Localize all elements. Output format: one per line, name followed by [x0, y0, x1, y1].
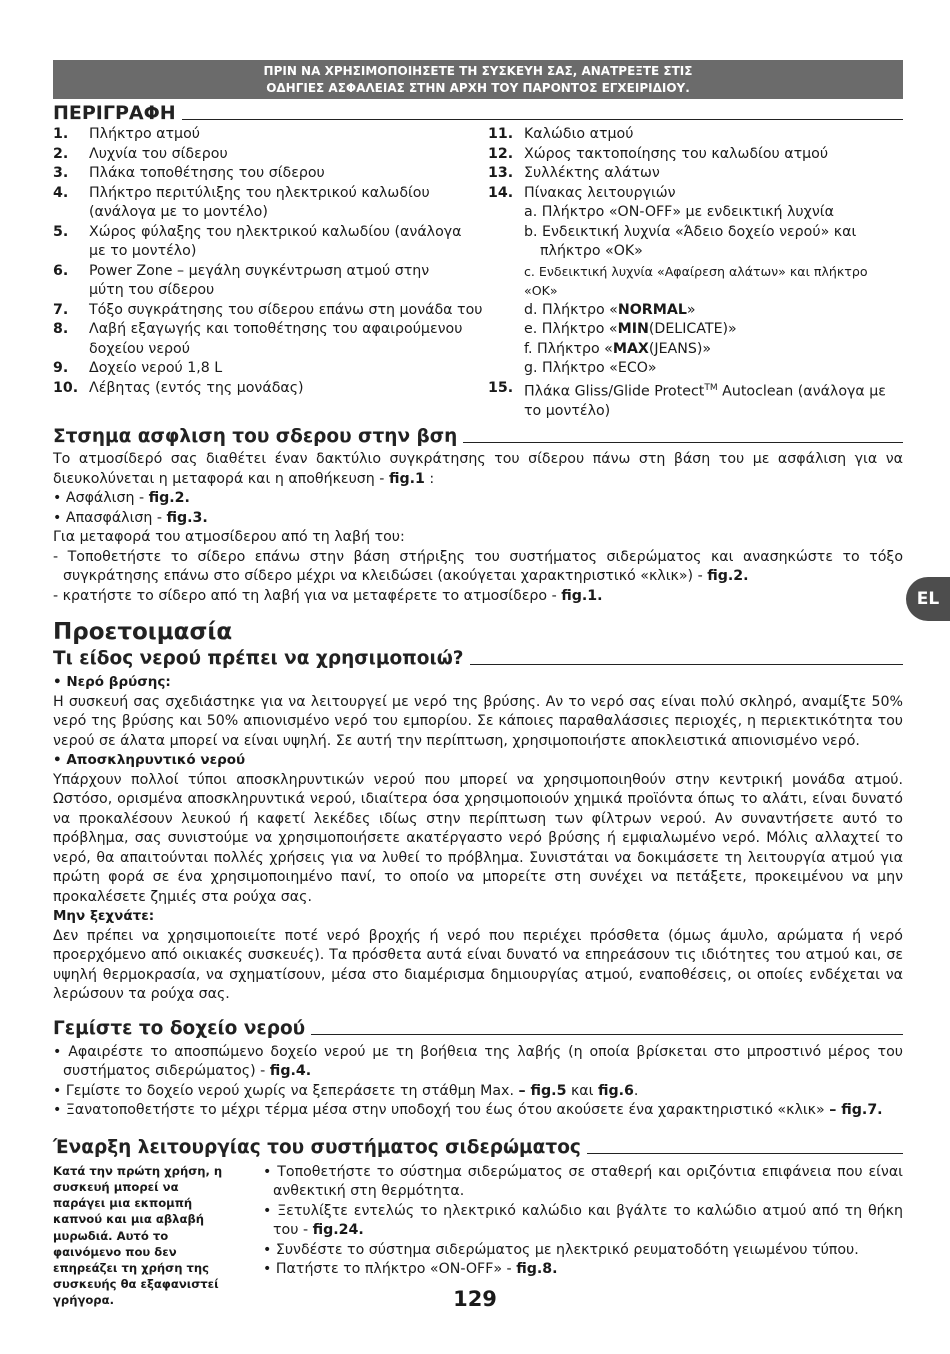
- reminder-text: Δεν πρέπει να χρησιμοποιείτε ποτέ νερό βροχής ή νερό που περιέχει πρόσθετα (όμως άμυλο, αρώματα ή νερό προερχόμενο από οικιακές συσκευές). Τα πρόσθετα αυτά είναι δυνατό να επηρεάσουν τις ιδιότητες του ατμού και, σε υψηλή θερμοκρασία, να σχηματίσουν, μέσα στο διαμέρισμα δημιουργίας ατμού, εναποθέσεις, οι οποίες ενδέχεται να λερώσουν τα ρούχα σας.: [53, 927, 903, 1003]
- unlock-item: • Απασφάλιση - fig.3.: [53, 509, 208, 526]
- heading-rule: [463, 442, 903, 443]
- list-item: 12. Χώρος τακτοποίησης του καλωδίου ατμού: [488, 145, 829, 162]
- carry-step-2: - κρατήστε το σίδερο από τη λαβή για να μεταφέρετε το ατμοσίδερο - fig.1.: [53, 587, 603, 604]
- warning-line-2: ΟΔΗΓΙΕΣ ΑΣΦΑΛΕΙΑΣ ΣΤΗΝ ΑΡΧΗ ΤΟΥ ΠΑΡΟΝΤΟΣ ΕΓΧΕΙΡΙΔΙΟΥ.: [266, 81, 690, 95]
- control-panel-c: c. Ενδεικτική λυχνία «Αφαίρεση αλάτων» και πλήκτρο «OK»: [524, 263, 868, 298]
- heading-rule: [470, 664, 903, 665]
- list-item: 14. Πίνακας λειτουργιών: [488, 184, 676, 201]
- warning-line-1: ΠΡΙΝ ΝΑ ΧΡΗΣΙΜΟΠΟΙΗΣΕΤΕ ΤΗ ΣΥΣΚΕΥΗ ΣΑΣ, ΑΝΑΤΡΕΞΤΕ ΣΤΙΣ: [263, 64, 693, 78]
- control-panel-f: f. Πλήκτρο «MAX(JEANS)»: [524, 340, 712, 357]
- list-item: 4. Πλήκτρο περιτύλιξης του ηλεκτρικού καλωδίου (ανάλογα με το μοντέλο): [53, 184, 430, 220]
- control-panel-b-cont: πλήκτρο «OK»: [540, 243, 643, 259]
- softener-label: • Αποσκληρυντικό νερού: [53, 752, 246, 769]
- carry-step-1: - Τοποθετήστε το σίδερο επάνω στην βάση στήριξης του συστήματος σιδερώματος και ανασηκώστε το τόξο συγκράτησης επάνω στο σίδερο μέχρι να κλειδώσει (ακούγεται χαρακτηριστικό «κλικ») - fig.2.: [53, 548, 903, 585]
- carry-intro: Για μεταφορά του ατμοσίδερου από τη λαβή του:: [53, 529, 405, 546]
- list-item: 5. Χώρος φύλαξης του ηλεκτρικού καλωδίου (ανάλογα με το μοντέλο): [53, 223, 462, 259]
- tap-water-text: Η συσκευή σας σχεδιάστηκε για να λειτουργεί με νερό της βρύσης. Αν το νερό σας είναι πολύ σκληρό, αναμίξτε 50% νερό της βρύσης και 50% απιονισμένο νερό του εμπορίου. Σε κάποιες παραθαλάσσιες περιοχές, η περιεκτικότητα του νερού σε άλατα μπορεί να είναι υψηλή. Σε αυτή την περίπτωση, χρησιμοποιήστε αποκλειστικά απιονισμένο νερό.: [53, 693, 903, 749]
- list-item: 13. Συλλέκτης αλάτων: [488, 165, 660, 181]
- description-left-column: [53, 125, 488, 421]
- lock-section: [53, 450, 903, 606]
- list-item: 1. Πλήκτρο ατμού: [53, 126, 200, 142]
- heading-rule: [182, 119, 903, 120]
- list-item: 11. Καλώδιο ατμού: [488, 126, 634, 142]
- preparation-title: Προετοιμασία: [53, 619, 233, 646]
- reminder-label: Μην ξεχνάτε:: [53, 908, 155, 925]
- control-panel-b: b. Ενδεικτική λυχνία «Άδειο δοχείο νερού» και: [524, 223, 857, 240]
- control-panel-d: d. Πλήκτρο «NORMAL»: [524, 301, 696, 318]
- control-panel-g: g. Πλήκτρο «ECO»: [524, 360, 657, 376]
- fill-section: [53, 1043, 903, 1121]
- list-item: 10. Λέβητας (εντός της μονάδας): [53, 379, 304, 396]
- softener-text: Υπάρχουν πολλοί τύποι αποσκληρυντικών νερού που μπορεί να χρησιμοποιηθούν στην κεντρική μονάδα ατμού. Ωστόσο, ορισμένα αποσκληρυντικά νερού, ιδιαίτερα όσα χρησιμοποιούν χημικά προϊόντα όπως το αλάτι, είναι δυνατό να προκαλέσουν λευκού ή καφετί λεκέδες ιδίως στην περίπτωση των φίλτρων νερού. Αν συναντήσετε αυτό το πρόβλημα, σας συνιστούμε να χρησιμοποιήσετε ακατέργαστο νερό βρύσης ή εμφιαλωμένο νερό. Μόλις αλλαχτεί το νερό, θα απαιτούνται πολλές χρήσεις για να λυθεί το πρόβλημα. Συνιστάται να δοκιμάσετε τη λειτουργία ατμού για πρώτη φορά σε ένα χρησιμοποιημένο πανί, το οποίο να μπορείτε στη συνέχει να πετάξετε, προκειμένου να μην προκαλέσετε ζημιές στα ρούχα σας.: [53, 771, 903, 905]
- page-number: 129: [453, 1287, 497, 1311]
- description-columns: [53, 125, 903, 421]
- lock-title: Στσημα ασφλιση του σδερου στην βση: [53, 426, 458, 448]
- list-item: 2. Λυχνία του σίδερου: [53, 145, 228, 162]
- heading-rule: [587, 1153, 903, 1154]
- lock-heading: [53, 425, 903, 448]
- start-step-2: • Ξετυλίξτε εντελώς το ηλεκτρικό καλώδιο και βγάλτε το καλώδιο ατμού από τη θήκη του - fig.24.: [263, 1202, 903, 1239]
- lock-item: • Ασφάλιση - fig.2.: [53, 490, 190, 507]
- tap-water-label: • Νερό βρύσης:: [53, 674, 171, 691]
- fill-title: Γεμίστε το δοχείο νερού: [53, 1017, 306, 1039]
- water-heading: [53, 647, 903, 670]
- start-step-1: • Τοποθετήστε το σύστημα σιδερώματος σε σταθερή και οριζόντια επιφάνεια που είναι ανθεκτική στη θερμότητα.: [263, 1163, 903, 1200]
- start-step-4: • Πατήστε το πλήκτρο «ON-OFF» - fig.8.: [263, 1261, 558, 1278]
- fill-step-3: • Ξανατοποθετήστε το μέχρι τέρμα μέσα στην υποδοχή του έως ότου ακούσετε ένα χαρακτηριστικό «κλικ» – fig.7.: [53, 1102, 883, 1119]
- start-heading: [53, 1136, 903, 1159]
- list-item: 8. Λαβή εξαγωγής και τοποθέτησης του αφαιρούμενου δοχείου νερού: [53, 321, 463, 357]
- description-right-column: [488, 125, 903, 421]
- description-title: ΠΕΡΙΓΡΑΦΗ: [53, 102, 176, 124]
- start-title: Έναρξη λειτουργίας του συστήματος σιδερώματος: [53, 1136, 581, 1158]
- fill-heading: [53, 1017, 903, 1040]
- safety-warning-banner: [53, 60, 903, 99]
- manual-page: [53, 60, 903, 1309]
- first-use-note: Κατά την πρώτη χρήση, η συσκευή μπορεί να παράγει μια εκπομπή καπνού και μια αβλαβή μυρωδιά. Αυτό το φαινόμενο που δεν επηρεάζει τη χρήση της συσκευής θα εξαφανιστεί γρήγορα.: [53, 1163, 223, 1308]
- language-tab: EL: [906, 577, 950, 621]
- list-item: 9. Δοχείο νερού 1,8 L: [53, 360, 223, 376]
- list-item: 7. Τόξο συγκράτησης του σίδερου επάνω στη μονάδα του: [53, 301, 483, 318]
- water-section: [53, 673, 903, 1005]
- list-item: 15. Πλάκα Gliss/Glide Protect™ Autoclean (ανάλογα με το μοντέλο): [488, 379, 886, 419]
- list-item: 6. Power Zone – μεγάλη συγκέντρωση ατμού στην μύτη του σίδερου: [53, 262, 430, 298]
- description-heading: [53, 102, 903, 124]
- control-panel-e: e. Πλήκτρο «MIN(DELICATE)»: [524, 321, 737, 337]
- list-item: 3. Πλάκα τοποθέτησης του σίδερου: [53, 165, 325, 181]
- start-step-3: • Συνδέστε το σύστημα σιδερώματος με ηλεκτρικό ρευματοδότη γειωμένου τύπου.: [263, 1241, 859, 1258]
- fill-step-1: • Αφαιρέστε το αποσπώμενο δοχείο νερού με τη βοήθεια της λαβής (η οποία βρίσκεται στο μπροστινό μέρος του συστήματος σιδερώματος) - fig.4.: [53, 1043, 903, 1080]
- heading-rule: [311, 1034, 903, 1035]
- fill-step-2: • Γεμίστε το δοχείο νερού χωρίς να ξεπεράσετε τη στάθμη Max. – fig.5 και fig.6.: [53, 1082, 639, 1099]
- lock-paragraph: Το ατμοσίδερό σας διαθέτει έναν δακτύλιο συγκράτησης του σίδερου πάνω στη βάση του με ασφάλιση για να διευκολύνεται η μεταφορά και η αποθήκευση - fig.1 :: [53, 451, 903, 487]
- control-panel-a: a. Πλήκτρο «ON-OFF» με ενδεικτική λυχνία: [524, 204, 834, 220]
- water-title: Τι είδος νερού πρέπει να χρησιμοποιώ?: [53, 648, 464, 670]
